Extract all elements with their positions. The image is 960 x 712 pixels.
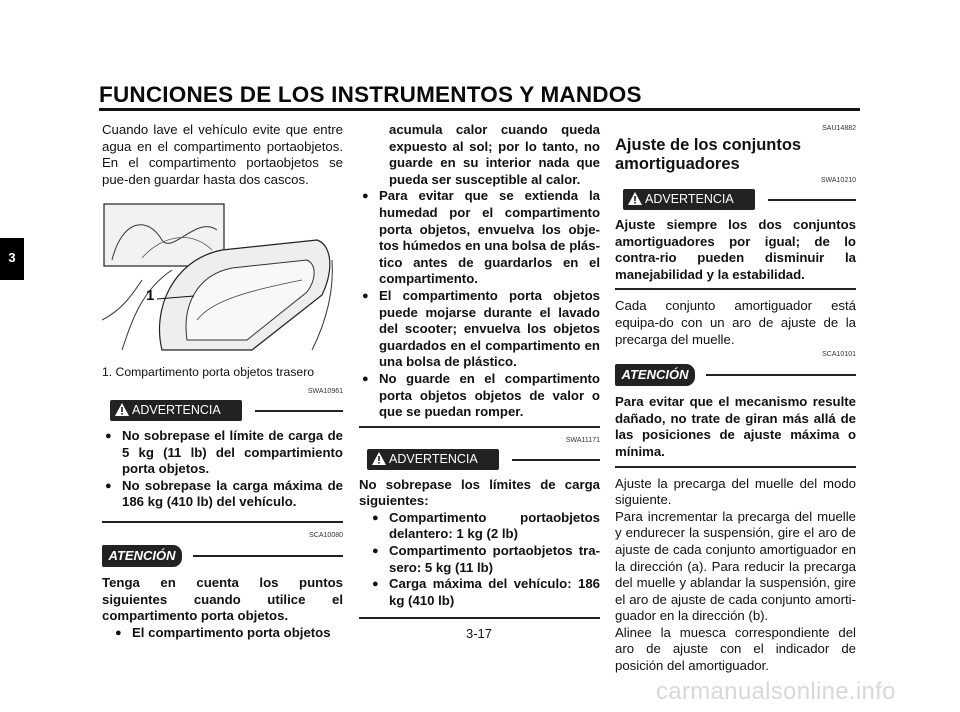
body-paragraph: Alinee la muesca correspondiente del aro de ajuste con el indicador de posición del amortiguador. — [615, 624, 856, 674]
warning-rule — [255, 410, 343, 412]
caution-list-continued — [359, 188, 600, 420]
warning-code: SWA10961 — [307, 387, 343, 395]
body-paragraph: Para incrementar la precarga del muelle y endurecer la suspensión, gire el aro de ajuste de cada conjunto amortiguador en la dirección (a). Para reducir la precarga del muelle y ablandar la suspensión, gire el aro de ajuste de cada conjunto amorti-guador en la dirección (b). — [615, 508, 856, 624]
list-item: ● Compartimento portaobjetos tra-sero: 5 kg (11 lb) — [359, 543, 600, 576]
storage-compartment-figure — [102, 200, 338, 354]
warning-rule — [768, 199, 856, 201]
warning-end-rule — [359, 617, 600, 619]
caution-continuation: acumula calor cuando queda expuesto al sol; por lo tanto, no guarde en su interior nada que pueda ser susceptible al calor. — [389, 122, 600, 187]
warning-heading — [102, 400, 343, 422]
page-number: 3-17 — [466, 626, 493, 641]
figure-callout-1: 1 — [146, 287, 155, 305]
body-paragraph: Cada conjunto amortiguador está equipa-do con un aro de ajuste de la precarga del muelle. — [615, 298, 856, 347]
page-title: FUNCIONES DE LOS INSTRUMENTOS Y MANDOS — [99, 82, 642, 107]
caution-text: Tenga en cuenta los puntos siguientes cuando utilice el compartimento porta objetos. — [102, 574, 343, 624]
caution-end-rule — [359, 426, 600, 428]
column-3 — [615, 122, 856, 675]
body-paragraph: Ajuste la precarga del muelle del modo siguiente. — [615, 475, 856, 508]
section-code: SAU14882 — [822, 125, 856, 132]
caution-code: SCA10101 — [822, 351, 856, 359]
warning-triangle-icon — [371, 451, 387, 467]
warning-rule — [512, 459, 600, 461]
chapter-tab — [0, 238, 24, 280]
warning-badge — [367, 449, 499, 470]
warning-end-rule — [615, 288, 856, 290]
list-item: ● No guarde en el compartimento porta objetos objetos de valor o que se puedan romper. — [359, 371, 600, 421]
warning-list — [359, 510, 600, 610]
warning-label: ADVERTENCIA — [132, 402, 221, 417]
caution-heading — [615, 364, 856, 388]
list-item: ● El compartimento porta objetos — [102, 625, 343, 642]
list-item: ● No sobrepase la carga máxima de 186 kg (410 lb) del vehículo. — [102, 478, 343, 511]
storage-compartment-drawing — [102, 200, 338, 354]
caution-badge: ATENCIÓN — [102, 545, 182, 567]
warning-intro: No sobrepase los límites de carga siguientes: — [359, 476, 600, 509]
warning-badge — [110, 400, 242, 421]
caution-heading — [102, 545, 343, 569]
warning-code: SWA10210 — [820, 177, 856, 184]
list-item: ● No sobrepase el límite de carga de 5 kg (11 lb) del compartimiento porta objetos. — [102, 428, 343, 478]
warning-code: SWA11171 — [565, 436, 600, 444]
warning-triangle-icon — [627, 191, 643, 207]
caution-list — [102, 625, 343, 642]
warning-triangle-icon — [114, 402, 130, 418]
figure-caption: 1. Compartimento porta objetos trasero — [102, 365, 315, 380]
caution-text: Para evitar que el mecanismo resulte dañado, no trate de giran más allá de las posiciones de ajuste máxima o mínima. — [615, 394, 856, 459]
warning-list — [102, 428, 343, 511]
warning-label: ADVERTENCIA — [389, 451, 478, 466]
warning-heading — [615, 189, 856, 211]
caution-rule — [706, 374, 856, 376]
caution-end-rule — [615, 466, 856, 468]
caution-code: SCA10080 — [309, 531, 343, 539]
caution-rule — [193, 555, 343, 557]
list-item: ● Carga máxima del vehículo: 186 kg (410 lb) — [359, 576, 600, 609]
warning-heading — [359, 449, 600, 471]
intro-paragraph: Cuando lave el vehículo evite que entre agua en el compartimento portaobjetos. En el compartimento portaobjetos se pue-den guardar hasta dos cascos. — [102, 122, 343, 187]
warning-end-rule — [102, 521, 343, 523]
header-rule — [99, 108, 860, 111]
section-heading: Ajuste de los conjuntos amortiguadores — [615, 136, 802, 173]
list-item: ● El compartimento porta objetos puede mojarse durante el lavado del scooter; envuelva los objetos guardados en el compartimento en una bolsa de plástico. — [359, 288, 600, 371]
warning-text: Ajuste siempre los dos conjuntos amortiguadores por igual; de lo contra-rio pueden disminuir la manejabilidad y la estabilidad. — [615, 217, 856, 282]
column-1 — [102, 122, 343, 641]
watermark: carmanualsonline.info — [656, 678, 896, 705]
list-item: ● Compartimento portaobjetos delantero: 1 kg (2 lb) — [359, 510, 600, 543]
chapter-number: 3 — [8, 250, 16, 265]
column-2 — [359, 122, 600, 627]
warning-badge — [623, 189, 755, 210]
warning-label: ADVERTENCIA — [645, 192, 734, 206]
caution-badge: ATENCIÓN — [615, 364, 695, 386]
list-item: ● Para evitar que se extienda la humedad por el compartimento porta objetos, envuelva los obje-tos húmedos en una bolsa de plás-tico antes de guardarlos en el compartimento. — [359, 188, 600, 288]
